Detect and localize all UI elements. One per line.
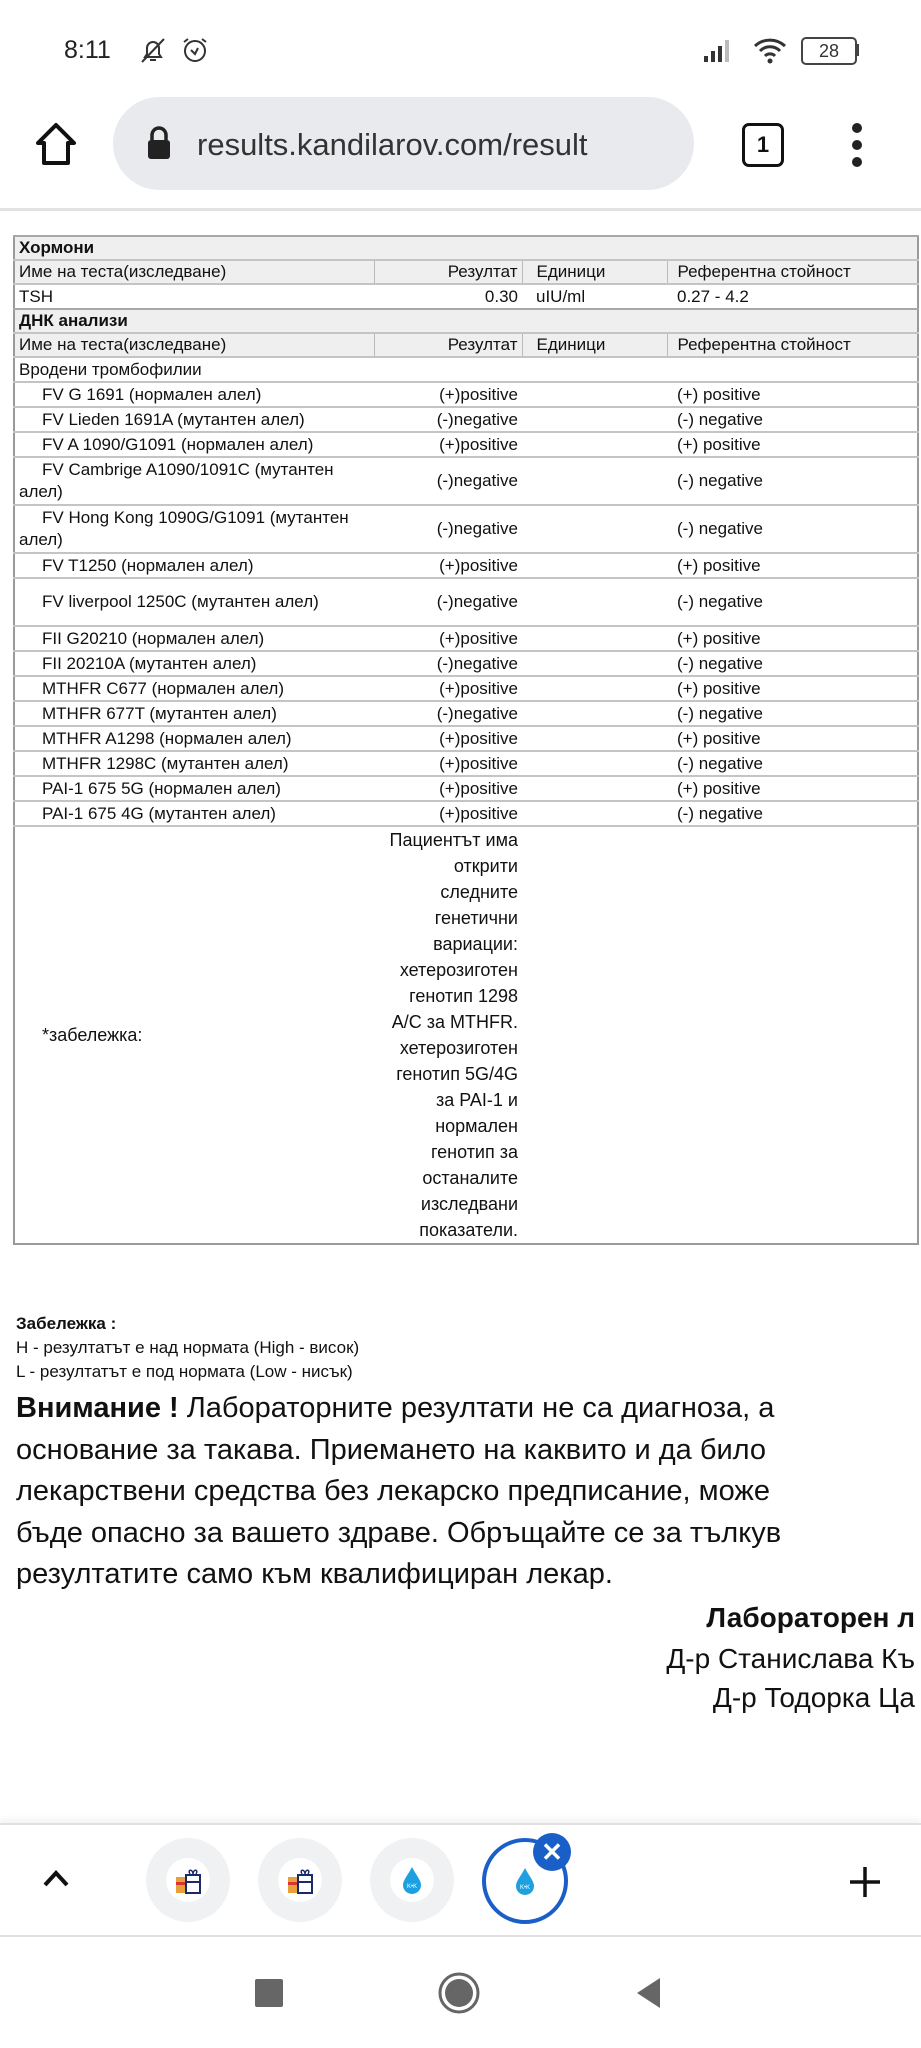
table-row	[14, 676, 918, 701]
warning-line: Лабораторните резултати не са диагноза, а	[178, 1392, 775, 1424]
test-name: PAI-1 675 5G (нормален алел)	[14, 776, 374, 801]
section-header	[14, 236, 918, 260]
test-result: (-)negative	[374, 701, 522, 726]
gift-favicon-icon	[278, 1858, 322, 1902]
test-result: 0.30	[374, 284, 522, 309]
column-header: Резултат	[374, 260, 522, 284]
test-units	[522, 382, 667, 407]
test-name: TSH	[14, 284, 374, 309]
test-units	[522, 457, 667, 505]
home-nav-button[interactable]	[438, 1972, 480, 2014]
column-headers	[14, 260, 918, 284]
test-reference: (-) negative	[667, 701, 918, 726]
test-reference: (-) negative	[667, 751, 918, 776]
test-units	[522, 676, 667, 701]
lock-icon[interactable]	[145, 126, 173, 160]
table-row	[14, 407, 918, 432]
group-row	[14, 357, 918, 382]
droplet-favicon-icon	[390, 1858, 434, 1902]
test-result: (+)positive	[374, 676, 522, 701]
warning-line: бъде опасно за вашето здраве. Обръщайте се за тълкув	[16, 1516, 782, 1549]
table-row	[14, 578, 918, 626]
battery-tip-icon	[856, 44, 859, 56]
legend-low: L - резултатът е под нормата (Low - нисък)	[16, 1362, 353, 1381]
empty-cell	[522, 826, 667, 1244]
warning-line: основание за такава. Приемането на каквито и да било	[16, 1433, 767, 1466]
recents-button[interactable]	[255, 1979, 283, 2007]
test-units	[522, 651, 667, 676]
tab-switcher-button[interactable]: 1	[742, 123, 784, 167]
test-result: (+)positive	[374, 432, 522, 457]
test-name: MTHFR 677T (мутантен алел)	[14, 701, 374, 726]
test-reference: (-) negative	[667, 457, 918, 505]
warning-line: резултатите само към квалифициран лекар.	[16, 1558, 613, 1590]
warning-label: Внимание !	[16, 1392, 179, 1424]
test-name: FII G20210 (нормален алел)	[14, 626, 374, 651]
column-header: Име на теста(изследване)	[14, 333, 374, 357]
test-result: (-)negative	[374, 651, 522, 676]
test-result: (+)positive	[374, 776, 522, 801]
test-name: FV Hong Kong 1090G/G1091 (мутантен алел)	[14, 505, 374, 553]
test-name: MTHFR C677 (нормален алел)	[14, 676, 374, 701]
test-units	[522, 701, 667, 726]
column-header: Референтна стойност	[667, 333, 918, 357]
table-row	[14, 726, 918, 751]
table-row	[14, 284, 918, 309]
test-result: (-)negative	[374, 457, 522, 505]
test-name: FV Cambrige A1090/1091C (мутантен алел)	[14, 457, 374, 505]
table-row	[14, 382, 918, 407]
test-result: (-)negative	[374, 407, 522, 432]
table-row	[14, 751, 918, 776]
droplet-favicon-icon	[513, 1866, 537, 1896]
test-result: (+)positive	[374, 382, 522, 407]
tab-thumbnail[interactable]	[146, 1838, 230, 1922]
signal-icon	[702, 36, 734, 64]
test-name: FV Lieden 1691A (мутантен алел)	[14, 407, 374, 432]
new-tab-icon[interactable]	[848, 1865, 882, 1899]
battery-icon: 28	[801, 37, 857, 65]
test-units	[522, 801, 667, 826]
test-reference: (+) positive	[667, 776, 918, 801]
table-row	[14, 505, 918, 553]
legend-high: H - резултатът е над нормата (High - висок)	[16, 1338, 360, 1357]
test-units	[522, 776, 667, 801]
test-units	[522, 626, 667, 651]
test-name: PAI-1 675 4G (мутантен алел)	[14, 801, 374, 826]
note-text: Пациентът има открити следните генетични вариации: хетерозиготен генотип 1298 A/C за MTHFR. хетерозиготен генотип 5G/4G за PAI-1 и нормален генотип за останалите изследвани показатели.	[374, 826, 522, 1244]
toolbar-divider	[0, 208, 921, 211]
test-reference: (+) positive	[667, 432, 918, 457]
test-name: FII 20210A (мутантен алел)	[14, 651, 374, 676]
tab-thumbnail[interactable]	[258, 1838, 342, 1922]
table-row	[14, 432, 918, 457]
table-row	[14, 701, 918, 726]
close-tab-icon[interactable]: ✕	[533, 1833, 571, 1871]
more-menu-icon[interactable]	[846, 122, 868, 168]
test-reference: (+) positive	[667, 382, 918, 407]
note-row	[14, 826, 918, 1244]
test-result: (-)negative	[374, 578, 522, 626]
results-table	[13, 235, 919, 1245]
test-reference: (-) negative	[667, 651, 918, 676]
test-result: (+)positive	[374, 626, 522, 651]
column-header: Единици	[522, 260, 667, 284]
test-units	[522, 505, 667, 553]
table-row	[14, 651, 918, 676]
alarm-icon	[180, 36, 210, 64]
table-row	[14, 553, 918, 578]
column-headers	[14, 333, 918, 357]
test-units	[522, 432, 667, 457]
test-reference: (-) negative	[667, 578, 918, 626]
test-reference: 0.27 - 4.2	[667, 284, 918, 309]
column-header: Резултат	[374, 333, 522, 357]
test-reference: (-) negative	[667, 407, 918, 432]
home-icon[interactable]	[34, 121, 78, 167]
chevron-up-icon[interactable]	[42, 1868, 70, 1888]
test-reference: (+) positive	[667, 676, 918, 701]
legend-title: Забележка :	[16, 1314, 117, 1333]
test-reference: (+) positive	[667, 626, 918, 651]
table-row	[14, 457, 918, 505]
warning-paragraph	[16, 1388, 781, 1596]
test-units	[522, 726, 667, 751]
test-name: FV G 1691 (нормален алел)	[14, 382, 374, 407]
test-reference: (-) negative	[667, 801, 918, 826]
test-name: FV T1250 (нормален алел)	[14, 553, 374, 578]
test-units	[522, 407, 667, 432]
test-result: (+)positive	[374, 801, 522, 826]
note-label: *забележка:	[14, 826, 374, 1244]
table-row	[14, 776, 918, 801]
test-units	[522, 751, 667, 776]
section-title: Хормони	[14, 236, 918, 260]
svg-text:K•K: K•K	[406, 1884, 418, 1890]
table-row	[14, 801, 918, 826]
tab-strip	[0, 1823, 921, 1937]
test-name: FV A 1090/G1091 (нормален алел)	[14, 432, 374, 457]
wifi-icon	[752, 36, 788, 64]
column-header: Референтна стойност	[667, 260, 918, 284]
mute-bell-icon	[136, 36, 170, 64]
table-row	[14, 626, 918, 651]
test-name: MTHFR 1298C (мутантен алел)	[14, 751, 374, 776]
warning-line: лекарствени средства без лекарско предписание, може	[16, 1475, 770, 1507]
group-title: Вродени тромбофилии	[14, 357, 918, 382]
back-button[interactable]	[634, 1976, 662, 2010]
test-units: uIU/ml	[522, 284, 667, 309]
test-name: MTHFR A1298 (нормален алел)	[14, 726, 374, 751]
column-header: Единици	[522, 333, 667, 357]
signature-doctor: Д-р Станислава Къ	[666, 1643, 915, 1674]
test-name: FV liverpool 1250C (мутантен алел)	[14, 578, 374, 626]
svg-text:K•K: K•K	[519, 1885, 531, 1891]
test-reference: (-) negative	[667, 505, 918, 553]
gift-favicon-icon	[166, 1858, 210, 1902]
test-result: (-)negative	[374, 505, 522, 553]
signature-title: Лабораторен л	[706, 1602, 915, 1633]
test-reference: (+) positive	[667, 553, 918, 578]
column-header: Име на теста(изследване)	[14, 260, 374, 284]
empty-cell	[667, 826, 918, 1244]
test-units	[522, 553, 667, 578]
section-header	[14, 309, 918, 333]
test-result: (+)positive	[374, 751, 522, 776]
section-title: ДНК анализи	[14, 309, 918, 333]
status-time: 8:11	[64, 36, 111, 64]
tab-thumbnail[interactable]	[370, 1838, 454, 1922]
url-text[interactable]: results.kandilarov.com/result	[197, 127, 588, 162]
test-reference: (+) positive	[667, 726, 918, 751]
test-result: (+)positive	[374, 726, 522, 751]
test-result: (+)positive	[374, 553, 522, 578]
signature-doctor: Д-р Тодорка Ца	[712, 1682, 915, 1713]
test-units	[522, 578, 667, 626]
legend	[16, 1312, 359, 1384]
